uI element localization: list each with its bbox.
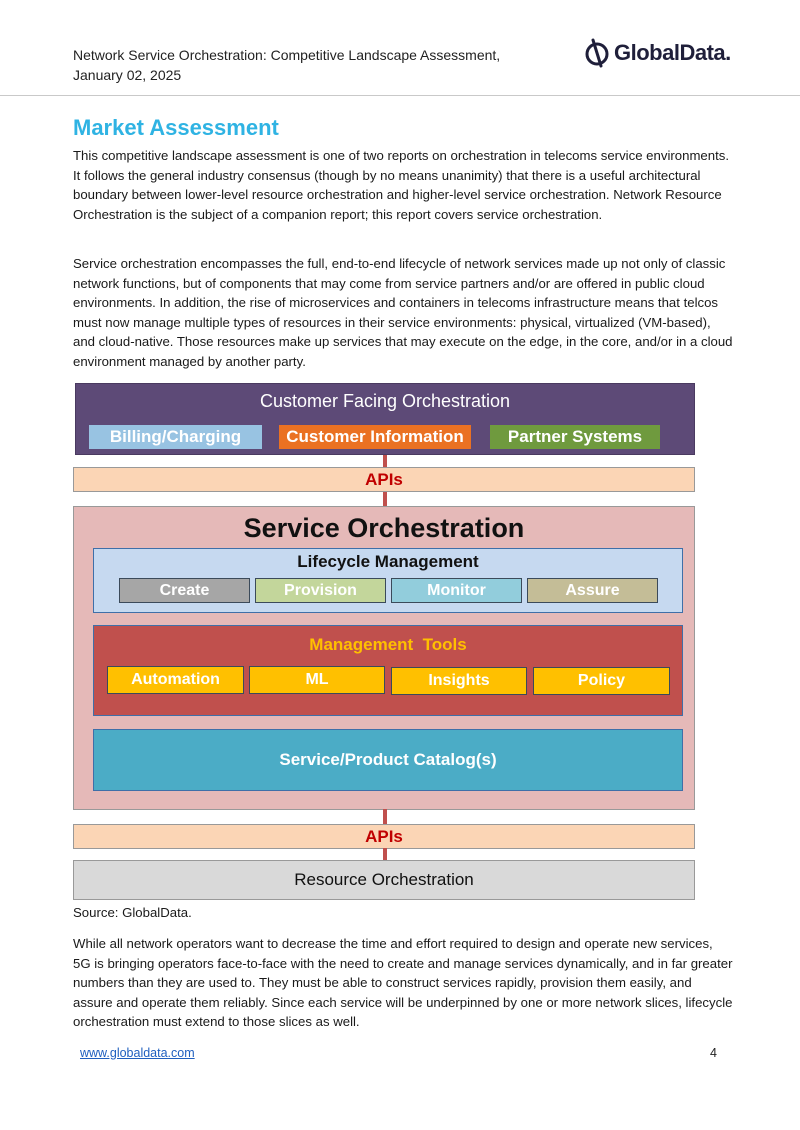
connector-line <box>383 492 387 507</box>
connector-line <box>383 848 387 860</box>
footer-website-link[interactable]: www.globaldata.com <box>80 1046 195 1060</box>
provision-box: Provision <box>255 578 386 603</box>
insights-box: Insights <box>391 667 527 695</box>
figure-source: Source: GlobalData. <box>73 905 192 920</box>
management-tools-title: Management Tools <box>309 635 467 654</box>
paragraph-2: Service orchestration encompasses the full, end-to-end lifecycle of network services made up not only of classic network functions, but of components that may come from service partners and/or are offered in public cloud environments. In addition, the rise of microservices and containers in telecoms infrastructure means that telcos must now manage multiple types of resources in their service environments: physical, virtualized (VM-based), and cloud-native. Those resources make up services that may execute on the edge, in the core, and/or in a cloud environment managed by another party. <box>73 256 733 369</box>
service-orchestration-title: Service Orchestration <box>243 512 525 543</box>
policy-box: Policy <box>533 667 670 695</box>
paragraph-3: While all network operators want to decrease the time and effort required to design and operate new services, 5G is bringing operators face-to-face with the need to create and manage services dynamically, and in far greater numbers than they are used to. They must be able to construct services rapidly, provision them easily, and assure and operate them reliably. Since each service will be underpinned by one or more network slices, lifecycle orchestration must extend to those slices as well. <box>73 936 733 1030</box>
lifecycle-management-title: Lifecycle Management <box>297 552 479 571</box>
paragraph-1: This competitive landscape assessment is one of two reports on orchestration in telecoms service environments. It follows the general industry consensus (though by no means unanimity) that there is a useful architectural boundary between lower-level resource orchestration and higher-level service orchestration. Network Resource Orchestration is the subject of a companion report; this report covers service orchestration. <box>73 148 730 222</box>
customer-facing-orchestration-title: Customer Facing Orchestration <box>259 390 511 411</box>
ml-box: ML <box>249 666 385 694</box>
monitor-box: Monitor <box>391 578 522 603</box>
billing-charging-box: Billing/Charging <box>89 425 262 449</box>
globaldata-logo-icon <box>584 37 610 69</box>
page-number: 4 <box>710 1046 717 1060</box>
service-product-catalog-box: Service/Product Catalog(s) <box>93 729 683 791</box>
header-divider <box>0 95 800 96</box>
connector-line <box>383 455 387 467</box>
logo-text: GlobalData. <box>614 40 731 65</box>
create-box: Create <box>119 578 250 603</box>
apis-top-bar: APIs <box>73 467 695 492</box>
report-title <box>73 45 533 85</box>
partner-systems-box: Partner Systems <box>490 425 660 449</box>
globaldata-logo <box>584 36 744 70</box>
resource-orchestration-box: Resource Orchestration <box>73 860 695 900</box>
connector-line <box>383 809 387 825</box>
customer-information-box: Customer Information <box>279 425 471 449</box>
section-heading: Market Assessment <box>73 115 279 140</box>
report-title-line1: Network Service Orchestration: Competitive Landscape Assessment, <box>73 47 501 63</box>
report-date: January 02, 2025 <box>73 67 182 83</box>
assure-box: Assure <box>527 578 658 603</box>
apis-bottom-bar: APIs <box>73 824 695 849</box>
automation-box: Automation <box>107 666 244 694</box>
